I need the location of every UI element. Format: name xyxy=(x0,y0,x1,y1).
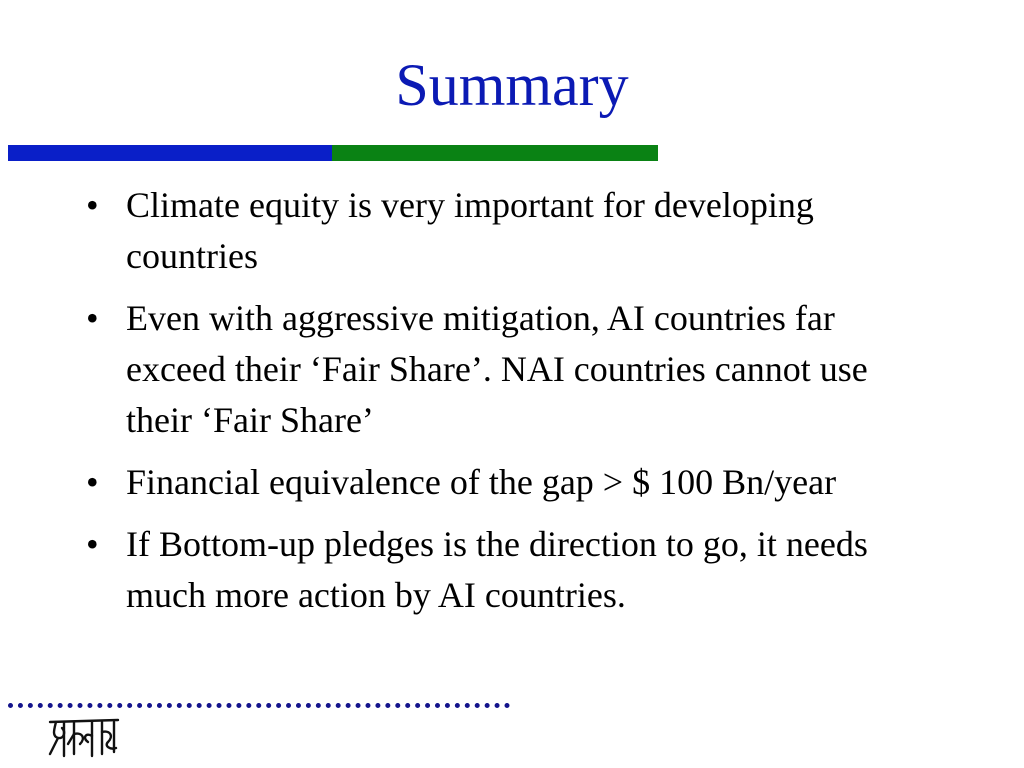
bullet-dot: • xyxy=(86,462,99,502)
slide-title: Summary xyxy=(395,52,629,118)
bullet-dot: • xyxy=(86,185,99,225)
bullet-item xyxy=(86,180,926,282)
bullet-text: Climate equity is very important for developing countries xyxy=(126,185,814,276)
bullet-dot: • xyxy=(86,298,99,338)
bullet-text: Even with aggressive mitigation, AI countries far exceed their ‘Fair Share’. NAI countries cannot use their ‘Fair Share’ xyxy=(126,298,868,440)
bullet-dot: • xyxy=(86,524,99,564)
bullet-item xyxy=(86,457,926,508)
bullet-list xyxy=(86,180,926,632)
title-rule-blue xyxy=(8,145,332,161)
bullet-item xyxy=(86,293,926,446)
title-rule-green xyxy=(332,145,658,161)
prayas-logo-icon xyxy=(44,714,122,760)
footer-dotted-rule xyxy=(8,703,510,708)
bullet-item xyxy=(86,519,926,621)
bullet-text: Financial equivalence of the gap > $ 100 Bn/year xyxy=(126,462,837,502)
bullet-text: If Bottom-up pledges is the direction to go, it needs much more action by AI countries. xyxy=(126,524,868,615)
